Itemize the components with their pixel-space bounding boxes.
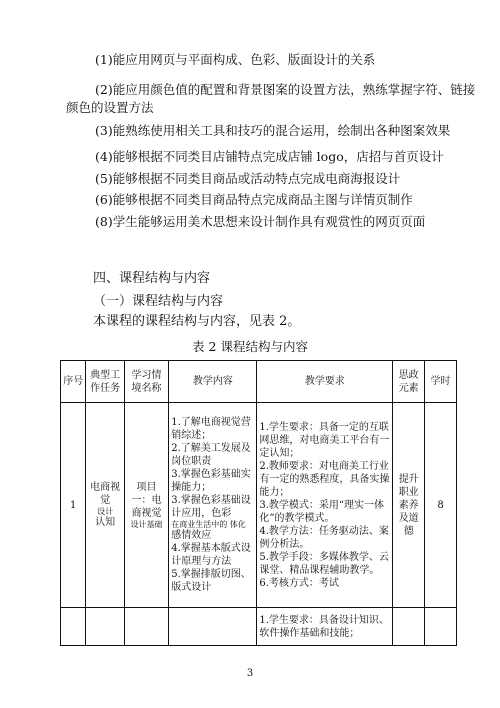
- requirement-item: 3.教学模式：采用“理实一体化”的教学模式。: [259, 499, 385, 524]
- table-row: [61, 608, 457, 646]
- requirement-item: 4.教学方法：任务驱动法、案例分析法。: [259, 525, 389, 550]
- content-item: 感情效应: [171, 530, 212, 541]
- table-row: [61, 403, 457, 608]
- row2-content: [169, 608, 257, 646]
- objective-4: (4)能够根据不同类目店铺特点完成店铺 logo，店招与首页设计: [95, 149, 444, 164]
- header-hours: 学时: [425, 361, 457, 403]
- row2-ideology: [393, 608, 425, 646]
- requirement-item: 1.学生要求：具备设计知识、软件操作基础和技能；: [259, 614, 389, 639]
- row2-no: [61, 608, 86, 646]
- objective-5: (5)能够根据不同类目商品或活动特点完成电商海报设计: [95, 171, 401, 186]
- requirement-item: 5.教学手段：多媒体教学、云课堂、精品课程辅助教学。: [259, 551, 389, 576]
- header-requirements: 教学要求: [257, 361, 393, 403]
- objective-8: (8)学生能够运用美术思想来设计制作具有观赏性的网页页面: [95, 214, 426, 229]
- requirement-item: 2.教师要求：对电商美工行业有一定的熟悉程度，具备实操能力；: [259, 460, 390, 498]
- content-item: 4.掌握基本版式设计原理与方法: [171, 543, 251, 567]
- objective-6: (6)能够根据不同类目商品特点完成商品主图与详情页制作: [95, 192, 413, 207]
- objective-2-continued: 颜色的设置方法: [66, 100, 154, 115]
- row1-task-end: 认知: [95, 517, 116, 528]
- objective-2: (2)能应用颜色值的配置和背景图案的设置方法，熟练掌握字符、链接: [95, 82, 476, 97]
- row2-task: [86, 608, 124, 646]
- table-caption: 表 2 课程结构与内容: [192, 339, 308, 354]
- course-structure-table: [60, 360, 457, 646]
- requirement-item: 6.考核方式：考试: [259, 577, 339, 589]
- header-scenario: 学习情境名称: [124, 361, 169, 403]
- header-no: 序号: [61, 361, 86, 403]
- row1-content: [169, 403, 257, 608]
- row1-scenario: [124, 403, 169, 608]
- content-item: 3.掌握色彩基础实操能力；: [171, 469, 251, 493]
- requirement-item: 1.学生要求：具备一定的互联网思维，对电商美工平台有一定认知；: [259, 421, 390, 459]
- content-item: 在商业生活中的 体化: [171, 520, 246, 529]
- page-number: 3: [246, 668, 254, 679]
- intro-text: 本课程的课程结构与内容，见表 2。: [93, 314, 301, 329]
- content-item: 3.掌握色彩基础设计应用，色彩: [171, 495, 251, 519]
- content-item: 1.了解电商视觉营销综述；: [171, 417, 251, 441]
- table-header-row: [61, 361, 457, 403]
- row2-scenario: [124, 608, 169, 646]
- section-title: 四、课程结构与内容: [93, 271, 211, 286]
- subsection-title: （一）课程结构与内容: [93, 294, 224, 309]
- row1-task-main: 电商视觉: [90, 482, 121, 506]
- row1-task-small: 设计: [97, 507, 114, 516]
- row1-scenario-main: 项目一：电商视觉: [131, 482, 162, 519]
- row1-requirements: [257, 403, 393, 608]
- header-content: 教学内容: [169, 361, 257, 403]
- content-item: 2.了解美工发展及岗位职责: [171, 443, 251, 467]
- row1-ideology: 提升职业素养及道德: [393, 403, 425, 608]
- row2-hours: [425, 608, 457, 646]
- header-ideology: 思政元素: [393, 361, 425, 403]
- objective-3: (3)能熟练使用相关工具和技巧的混合运用，绘制出各种图案效果: [95, 123, 451, 138]
- row2-requirements: [257, 608, 393, 646]
- row1-no: 1: [61, 403, 86, 608]
- header-task: 典型工作任务: [86, 361, 124, 403]
- content-item: 5.掌握排版切图、版式设计: [171, 569, 251, 593]
- objective-1: (1)能应用网页与平面构成、色彩、版面设计的关系: [95, 52, 376, 67]
- row1-hours: 8: [425, 403, 457, 608]
- row1-scenario-small: 设计基础: [130, 520, 163, 529]
- row1-task: [86, 403, 124, 608]
